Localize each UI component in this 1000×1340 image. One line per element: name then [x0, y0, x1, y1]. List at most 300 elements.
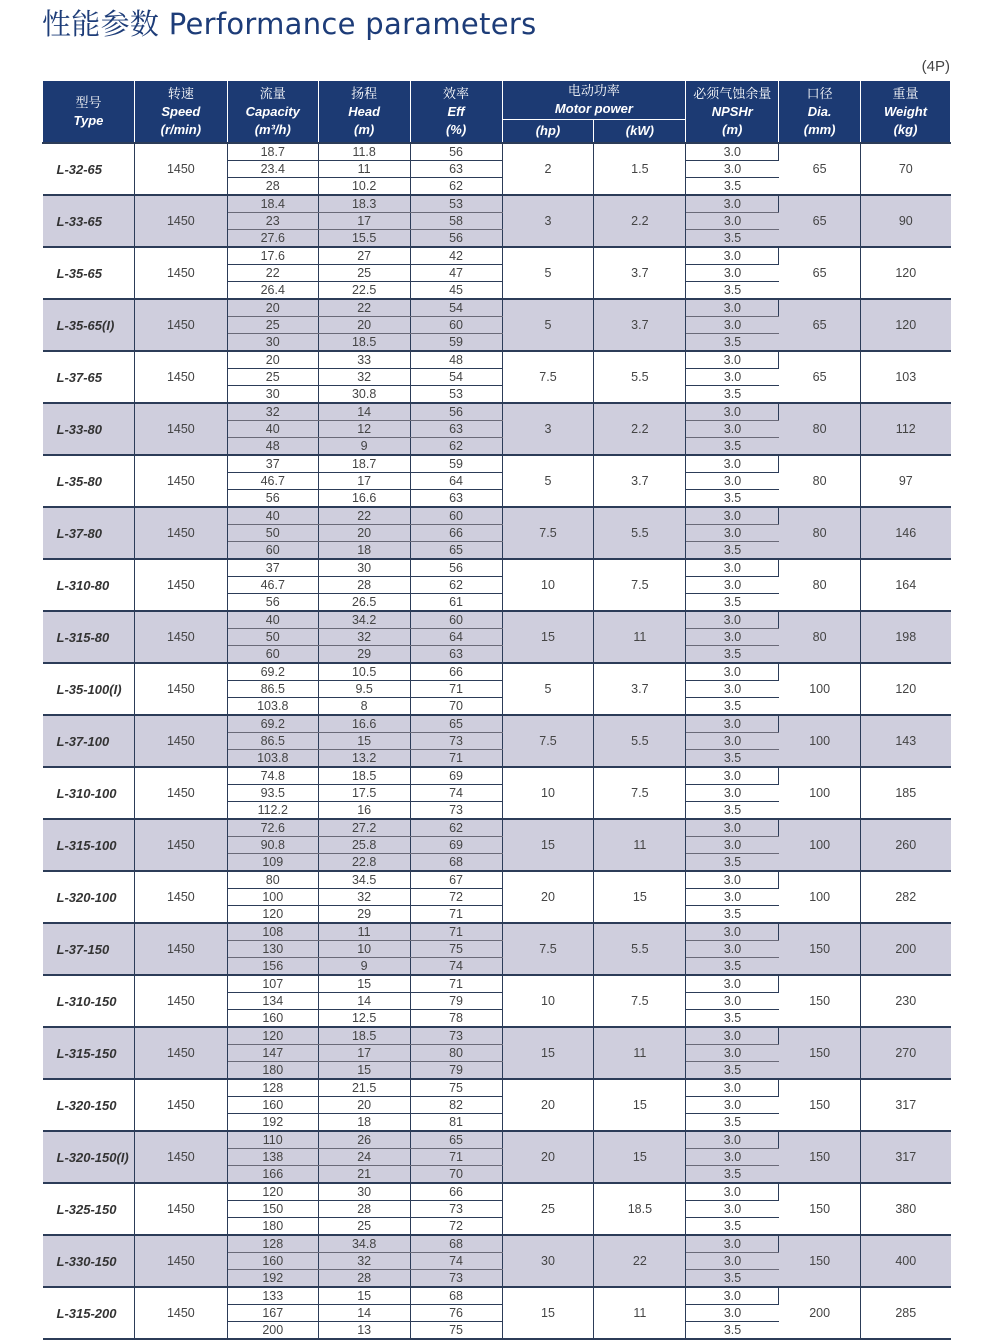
capacity-cell: 18.7 — [227, 143, 318, 161]
npshr-cell: 3.5 — [686, 854, 779, 872]
header-speed: 转速 Speed (r/min) — [134, 81, 227, 144]
table-body — [43, 143, 951, 1339]
head-cell: 30 — [318, 559, 410, 577]
npshr-cell: 3.0 — [686, 507, 779, 525]
head-cell: 18 — [318, 1114, 410, 1132]
head-cell: 10 — [318, 941, 410, 958]
power-hp-cell: 2 — [502, 143, 594, 195]
weight-cell: 70 — [861, 143, 951, 195]
efficiency-cell: 74 — [410, 785, 502, 802]
efficiency-cell: 53 — [410, 195, 502, 213]
diameter-cell: 80 — [779, 611, 861, 663]
capacity-cell: 150 — [227, 1201, 318, 1218]
efficiency-cell: 62 — [410, 438, 502, 456]
speed-cell: 1450 — [134, 1235, 227, 1287]
capacity-cell: 147 — [227, 1045, 318, 1062]
weight-cell: 120 — [861, 299, 951, 351]
model-type-cell: L-35-65 — [43, 247, 135, 299]
weight-cell: 230 — [861, 975, 951, 1027]
weight-cell: 198 — [861, 611, 951, 663]
npshr-cell: 3.5 — [723, 699, 742, 713]
npshr-cell: 3.5 — [723, 387, 742, 401]
head-cell: 27.2 — [318, 819, 410, 837]
power-hp-cell: 3 — [502, 195, 594, 247]
head-cell: 25 — [318, 265, 410, 282]
diameter-cell: 100 — [779, 663, 861, 715]
efficiency-cell: 69 — [410, 767, 502, 785]
capacity-cell: 112.2 — [227, 802, 318, 820]
power-kw-cell: 11 — [594, 1027, 686, 1079]
head-cell: 13.2 — [318, 750, 410, 768]
efficiency-cell: 65 — [410, 715, 502, 733]
head-cell: 21 — [318, 1166, 410, 1184]
table-row — [43, 715, 951, 733]
head-cell: 30.8 — [318, 386, 410, 404]
model-type-cell: L-330-150 — [43, 1235, 135, 1287]
power-kw-cell: 22 — [594, 1235, 686, 1287]
capacity-cell: 20 — [227, 299, 318, 317]
efficiency-cell: 63 — [410, 646, 502, 664]
capacity-cell: 60 — [227, 646, 318, 664]
efficiency-cell: 73 — [410, 1027, 502, 1045]
table-row — [43, 455, 951, 473]
npshr-cell: 3.5 — [723, 179, 742, 193]
head-cell: 9 — [318, 438, 410, 456]
power-kw-cell: 5.5 — [594, 715, 686, 767]
efficiency-cell: 75 — [410, 1079, 502, 1097]
table-row — [43, 1027, 951, 1045]
head-cell: 28 — [318, 577, 410, 594]
npshr-cell: 3.0 — [686, 265, 779, 282]
efficiency-cell: 62 — [410, 577, 502, 594]
head-cell: 22 — [318, 299, 410, 317]
npshr-cell: 3.0 — [686, 1305, 779, 1322]
speed-cell: 1450 — [134, 871, 227, 923]
head-cell: 33 — [318, 351, 410, 369]
capacity-cell: 130 — [227, 941, 318, 958]
diameter-cell: 80 — [779, 403, 861, 455]
npshr-cell: 3.0 — [686, 577, 779, 594]
head-cell: 14 — [318, 403, 410, 421]
npshr-cell: 3.0 — [686, 715, 779, 733]
efficiency-cell: 60 — [410, 317, 502, 334]
efficiency-cell: 58 — [410, 213, 502, 230]
weight-cell: 146 — [861, 507, 951, 559]
head-cell: 22.5 — [318, 282, 410, 300]
head-cell: 15 — [318, 733, 410, 750]
efficiency-cell: 71 — [410, 923, 502, 941]
npshr-cell: 3.0 — [686, 1131, 779, 1149]
npshr-cell: 3.0 — [686, 559, 779, 577]
table-header — [43, 81, 951, 144]
capacity-cell: 192 — [227, 1270, 318, 1288]
table-row — [43, 247, 951, 265]
npshr-cell: 3.0 — [686, 247, 779, 265]
table-row — [43, 663, 951, 681]
head-cell: 16.6 — [318, 715, 410, 733]
speed-cell: 1450 — [134, 1287, 227, 1339]
head-cell: 17 — [318, 473, 410, 490]
power-kw-cell: 15 — [594, 1131, 686, 1183]
npshr-cell: 3.0 — [686, 1253, 779, 1270]
power-kw-cell: 11 — [594, 1287, 686, 1339]
head-cell: 25 — [318, 1218, 410, 1236]
npshr-cell: 3.0 — [686, 629, 779, 646]
power-hp-cell: 3 — [502, 403, 594, 455]
speed-cell: 1450 — [134, 819, 227, 871]
npshr-cell: 3.0 — [686, 525, 779, 542]
efficiency-cell: 80 — [410, 1045, 502, 1062]
power-kw-cell: 5.5 — [594, 351, 686, 403]
capacity-cell: 180 — [227, 1062, 318, 1080]
npshr-cell: 3.0 — [686, 733, 779, 750]
speed-cell: 1450 — [134, 975, 227, 1027]
weight-cell: 285 — [861, 1287, 951, 1339]
table-row — [43, 299, 951, 317]
speed-cell: 1450 — [134, 507, 227, 559]
model-type-cell: L-310-150 — [43, 975, 135, 1027]
diameter-cell: 150 — [779, 1235, 861, 1287]
efficiency-cell: 79 — [410, 993, 502, 1010]
model-type-cell: L-315-200 — [43, 1287, 135, 1339]
npshr-cell: 3.0 — [686, 351, 779, 369]
capacity-cell: 37 — [227, 559, 318, 577]
head-cell: 9.5 — [318, 681, 410, 698]
model-type-cell: L-37-65 — [43, 351, 135, 403]
npshr-cell: 3.0 — [686, 993, 779, 1010]
model-type-cell: L-35-80 — [43, 455, 135, 507]
weight-cell: 164 — [861, 559, 951, 611]
npshr-cell: 3.5 — [723, 595, 742, 609]
weight-cell: 317 — [861, 1079, 951, 1131]
power-hp-cell: 25 — [502, 1183, 594, 1235]
capacity-cell: 160 — [227, 1010, 318, 1028]
efficiency-cell: 66 — [410, 525, 502, 542]
npshr-cell: 3.0 — [686, 1235, 779, 1253]
capacity-cell: 50 — [227, 525, 318, 542]
efficiency-cell: 61 — [410, 594, 502, 612]
capacity-cell: 110 — [227, 1131, 318, 1149]
power-hp-cell: 5 — [502, 663, 594, 715]
capacity-cell: 160 — [227, 1253, 318, 1270]
head-cell: 26.5 — [318, 594, 410, 612]
efficiency-cell: 48 — [410, 351, 502, 369]
head-cell: 20 — [318, 525, 410, 542]
npshr-cell: 3.0 — [686, 455, 779, 473]
capacity-cell: 120 — [227, 906, 318, 924]
capacity-cell: 90.8 — [227, 837, 318, 854]
power-hp-cell: 15 — [502, 819, 594, 871]
head-cell: 18.7 — [318, 455, 410, 473]
head-cell: 17.5 — [318, 785, 410, 802]
head-cell: 20 — [318, 1097, 410, 1114]
model-type-cell: L-37-100 — [43, 715, 135, 767]
capacity-cell: 46.7 — [227, 577, 318, 594]
npshr-cell: 3.0 — [686, 473, 779, 490]
efficiency-cell: 42 — [410, 247, 502, 265]
efficiency-cell: 72 — [410, 1218, 502, 1236]
efficiency-cell: 68 — [410, 854, 502, 872]
head-cell: 18.5 — [318, 767, 410, 785]
npshr-cell: 3.5 — [723, 803, 742, 817]
efficiency-cell: 54 — [410, 299, 502, 317]
power-hp-cell: 7.5 — [502, 923, 594, 975]
speed-cell: 1450 — [134, 611, 227, 663]
capacity-cell: 200 — [227, 1322, 318, 1340]
efficiency-cell: 56 — [410, 559, 502, 577]
table-row — [43, 819, 951, 837]
head-cell: 8 — [318, 698, 410, 716]
model-type-cell: L-310-80 — [43, 559, 135, 611]
npshr-cell: 3.0 — [686, 213, 779, 230]
capacity-cell: 32 — [227, 403, 318, 421]
npshr-cell: 3.0 — [686, 1183, 779, 1201]
diameter-cell: 65 — [779, 143, 861, 195]
head-cell: 32 — [318, 889, 410, 906]
model-type-cell: L-33-65 — [43, 195, 135, 247]
power-kw-cell: 2.2 — [594, 195, 686, 247]
diameter-cell: 150 — [779, 1131, 861, 1183]
head-cell: 18 — [318, 542, 410, 560]
table-row — [43, 1183, 951, 1201]
capacity-cell: 46.7 — [227, 473, 318, 490]
power-hp-cell: 7.5 — [502, 351, 594, 403]
npshr-cell: 3.0 — [686, 975, 779, 993]
npshr-cell: 3.5 — [686, 1062, 779, 1080]
model-type-cell: L-37-80 — [43, 507, 135, 559]
capacity-cell: 40 — [227, 421, 318, 438]
npshr-cell: 3.5 — [686, 334, 779, 352]
capacity-cell: 40 — [227, 611, 318, 629]
efficiency-cell: 76 — [410, 1305, 502, 1322]
model-type-cell: L-315-150 — [43, 1027, 135, 1079]
efficiency-cell: 62 — [410, 178, 502, 196]
capacity-cell: 56 — [227, 490, 318, 508]
power-hp-cell: 20 — [502, 1079, 594, 1131]
head-cell: 25.8 — [318, 837, 410, 854]
capacity-cell: 60 — [227, 542, 318, 560]
efficiency-cell: 63 — [410, 421, 502, 438]
efficiency-cell: 59 — [410, 455, 502, 473]
head-cell: 17 — [318, 213, 410, 230]
head-cell: 26 — [318, 1131, 410, 1149]
head-cell: 18.5 — [318, 1027, 410, 1045]
weight-cell: 380 — [861, 1183, 951, 1235]
head-cell: 20 — [318, 317, 410, 334]
efficiency-cell: 74 — [410, 958, 502, 976]
head-cell: 13 — [318, 1322, 410, 1340]
npshr-cell: 3.0 — [686, 819, 779, 837]
efficiency-cell: 71 — [410, 750, 502, 768]
head-cell: 12.5 — [318, 1010, 410, 1028]
capacity-cell: 100 — [227, 889, 318, 906]
header-type: 型号 Type — [43, 81, 135, 144]
model-type-cell: L-325-150 — [43, 1183, 135, 1235]
efficiency-cell: 75 — [410, 1322, 502, 1340]
power-kw-cell: 15 — [594, 1079, 686, 1131]
capacity-cell: 133 — [227, 1287, 318, 1305]
npshr-cell: 3.0 — [686, 837, 779, 854]
npshr-cell: 3.0 — [686, 941, 779, 958]
efficiency-cell: 69 — [410, 837, 502, 854]
table-row — [43, 611, 951, 629]
page-title: 性能参数 Performance parameters — [42, 7, 537, 41]
model-type-cell: L-35-65(I) — [43, 299, 135, 351]
efficiency-cell: 66 — [410, 663, 502, 681]
npshr-cell: 3.0 — [686, 161, 779, 178]
efficiency-cell: 73 — [410, 802, 502, 820]
npshr-cell: 3.5 — [723, 283, 742, 297]
efficiency-cell: 65 — [410, 542, 502, 560]
speed-cell: 1450 — [134, 663, 227, 715]
diameter-cell: 150 — [779, 1079, 861, 1131]
efficiency-cell: 64 — [410, 629, 502, 646]
head-cell: 14 — [318, 993, 410, 1010]
model-type-cell: L-315-80 — [43, 611, 135, 663]
table-row — [43, 195, 951, 213]
pole-count-label: (4P) — [921, 58, 950, 75]
power-hp-cell: 15 — [502, 1287, 594, 1339]
power-kw-cell: 3.7 — [594, 455, 686, 507]
speed-cell: 1450 — [134, 351, 227, 403]
efficiency-cell: 70 — [410, 1166, 502, 1184]
efficiency-cell: 54 — [410, 369, 502, 386]
diameter-cell: 100 — [779, 871, 861, 923]
speed-cell: 1450 — [134, 247, 227, 299]
head-cell: 32 — [318, 369, 410, 386]
capacity-cell: 27.6 — [227, 230, 318, 248]
efficiency-cell: 73 — [410, 1201, 502, 1218]
diameter-cell: 100 — [779, 715, 861, 767]
npshr-cell: 3.0 — [686, 369, 779, 386]
weight-cell: 400 — [861, 1235, 951, 1287]
head-cell: 10.5 — [318, 663, 410, 681]
npshr-cell: 3.5 — [723, 1011, 742, 1025]
head-cell: 32 — [318, 1253, 410, 1270]
head-cell: 17 — [318, 1045, 410, 1062]
npshr-cell: 3.0 — [686, 299, 779, 317]
diameter-cell: 65 — [779, 247, 861, 299]
power-kw-cell: 7.5 — [594, 559, 686, 611]
weight-cell: 260 — [861, 819, 951, 871]
head-cell: 29 — [318, 646, 410, 664]
npshr-cell: 3.5 — [723, 1115, 742, 1129]
efficiency-cell: 47 — [410, 265, 502, 282]
capacity-cell: 167 — [227, 1305, 318, 1322]
npshr-cell: 3.5 — [723, 1219, 742, 1233]
efficiency-cell: 73 — [410, 733, 502, 750]
npshr-cell: 3.5 — [723, 1323, 742, 1337]
table-row — [43, 975, 951, 993]
head-cell: 14 — [318, 1305, 410, 1322]
head-cell: 32 — [318, 629, 410, 646]
model-type-cell: L-310-100 — [43, 767, 135, 819]
head-cell: 18.3 — [318, 195, 410, 213]
speed-cell: 1450 — [134, 1027, 227, 1079]
capacity-cell: 30 — [227, 386, 318, 404]
efficiency-cell: 60 — [410, 611, 502, 629]
head-cell: 28 — [318, 1270, 410, 1288]
speed-cell: 1450 — [134, 1131, 227, 1183]
npshr-cell: 3.0 — [686, 143, 779, 161]
npshr-cell: 3.0 — [686, 1097, 779, 1114]
header-capacity: 流量 Capacity (m³/h) — [227, 81, 318, 144]
efficiency-cell: 75 — [410, 941, 502, 958]
capacity-cell: 108 — [227, 923, 318, 941]
capacity-cell: 128 — [227, 1235, 318, 1253]
head-cell: 15.5 — [318, 230, 410, 248]
capacity-cell: 156 — [227, 958, 318, 976]
weight-cell: 270 — [861, 1027, 951, 1079]
capacity-cell: 37 — [227, 455, 318, 473]
capacity-cell: 22 — [227, 265, 318, 282]
efficiency-cell: 71 — [410, 681, 502, 698]
capacity-cell: 69.2 — [227, 663, 318, 681]
npshr-cell: 3.5 — [686, 1166, 779, 1184]
npshr-cell: 3.5 — [723, 491, 742, 505]
table-row — [43, 351, 951, 369]
table-row — [43, 923, 951, 941]
capacity-cell: 120 — [227, 1183, 318, 1201]
npshr-cell: 3.0 — [686, 767, 779, 785]
weight-cell: 120 — [861, 247, 951, 299]
capacity-cell: 86.5 — [227, 733, 318, 750]
head-cell: 18.5 — [318, 334, 410, 352]
capacity-cell: 20 — [227, 351, 318, 369]
speed-cell: 1450 — [134, 923, 227, 975]
power-kw-cell: 15 — [594, 871, 686, 923]
efficiency-cell: 66 — [410, 1183, 502, 1201]
head-cell: 34.2 — [318, 611, 410, 629]
capacity-cell: 109 — [227, 854, 318, 872]
capacity-cell: 18.4 — [227, 195, 318, 213]
efficiency-cell: 74 — [410, 1253, 502, 1270]
capacity-cell: 166 — [227, 1166, 318, 1184]
capacity-cell: 40 — [227, 507, 318, 525]
power-hp-cell: 20 — [502, 1131, 594, 1183]
power-kw-cell: 3.7 — [594, 663, 686, 715]
header-head: 扬程 Head (m) — [318, 81, 410, 144]
capacity-cell: 192 — [227, 1114, 318, 1132]
capacity-cell: 180 — [227, 1218, 318, 1236]
table-row — [43, 1287, 951, 1305]
npshr-cell: 3.5 — [686, 438, 779, 456]
power-hp-cell: 5 — [502, 455, 594, 507]
npshr-cell: 3.0 — [686, 1079, 779, 1097]
head-cell: 11.8 — [318, 143, 410, 161]
efficiency-cell: 71 — [410, 906, 502, 924]
speed-cell: 1450 — [134, 195, 227, 247]
weight-cell: 317 — [861, 1131, 951, 1183]
speed-cell: 1450 — [134, 403, 227, 455]
power-hp-cell: 15 — [502, 611, 594, 663]
model-type-cell: L-320-150(I) — [43, 1131, 135, 1183]
efficiency-cell: 65 — [410, 1131, 502, 1149]
npshr-cell: 3.5 — [686, 646, 779, 664]
power-kw-cell: 2.2 — [594, 403, 686, 455]
efficiency-cell: 45 — [410, 282, 502, 300]
efficiency-cell: 71 — [410, 1149, 502, 1166]
table-row — [43, 559, 951, 577]
header-npshr: 必须气蚀余量 NPSHr (m) — [686, 81, 779, 144]
model-type-cell: L-32-65 — [43, 143, 135, 195]
npshr-cell: 3.0 — [686, 611, 779, 629]
capacity-cell: 23 — [227, 213, 318, 230]
npshr-cell: 3.0 — [686, 1287, 779, 1305]
power-kw-cell: 5.5 — [594, 507, 686, 559]
npshr-cell: 3.5 — [686, 230, 779, 248]
capacity-cell: 138 — [227, 1149, 318, 1166]
